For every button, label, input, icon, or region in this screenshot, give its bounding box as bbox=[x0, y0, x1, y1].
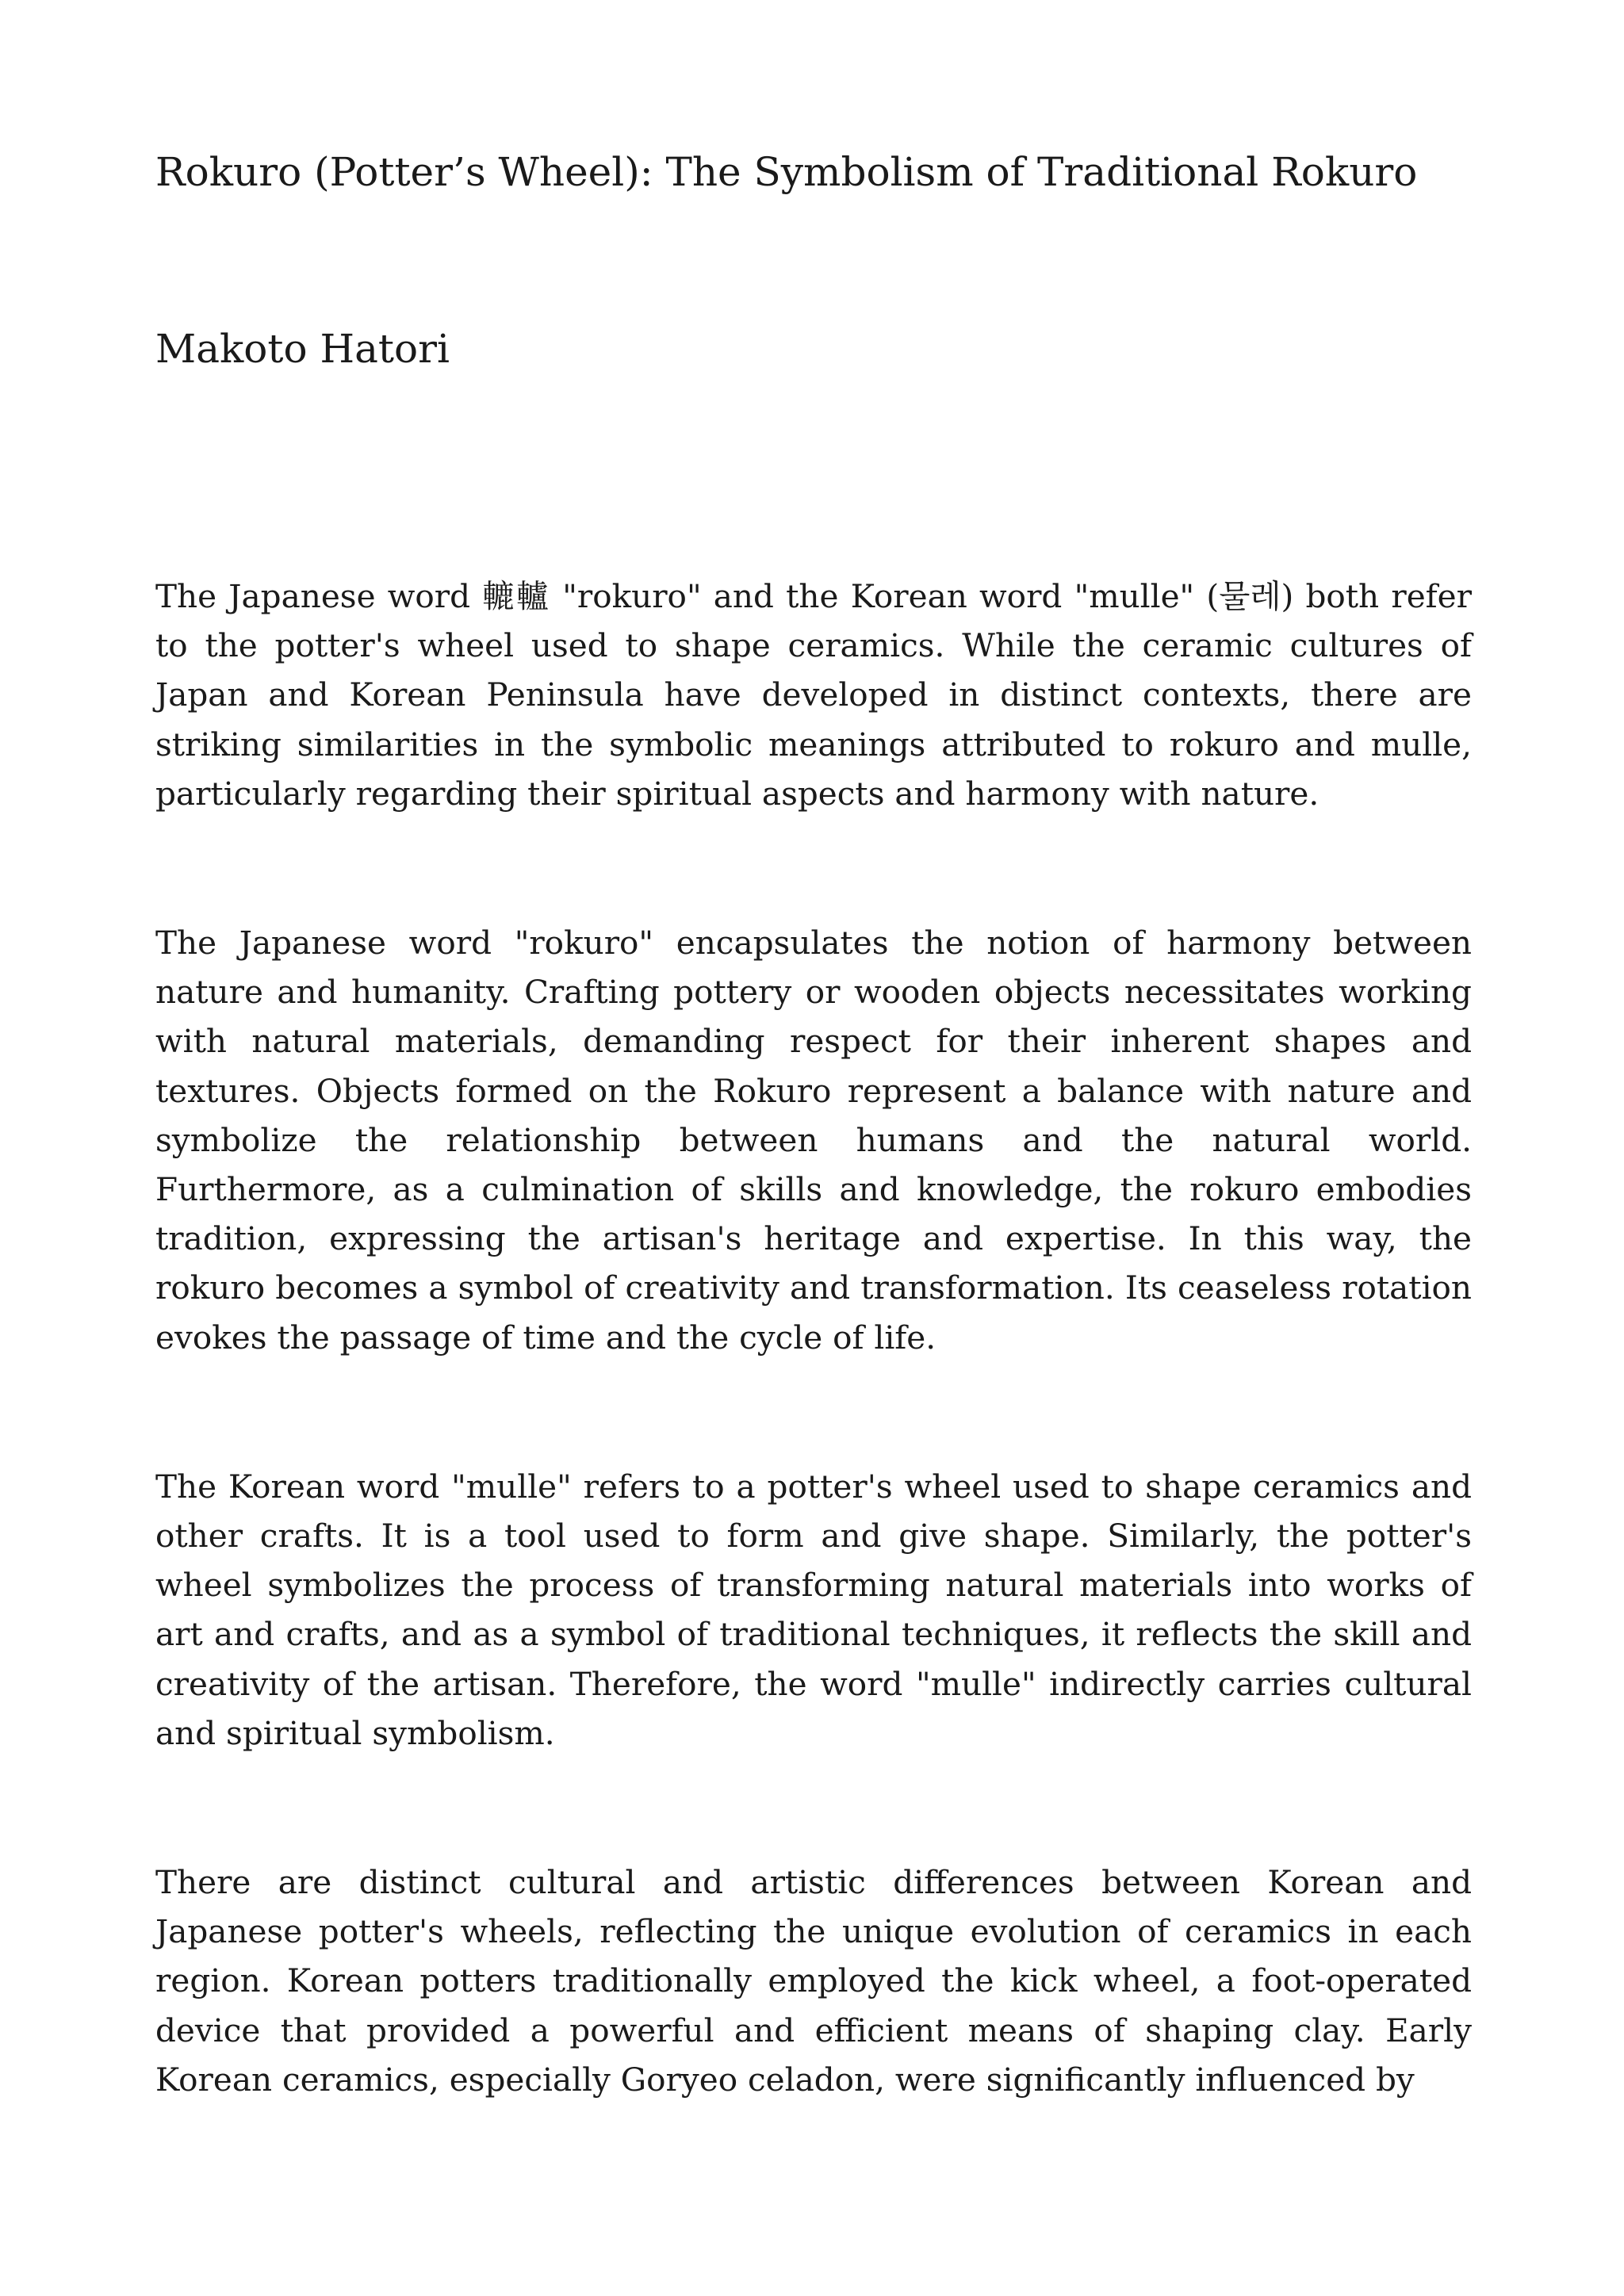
paragraph-2: The Japanese word "rokuro" encapsulates the notion of harmony between nature and humanity. Crafting pottery or wooden objects necessitates working with natural materials, demanding respect for their inherent shapes and textures. Objects formed on the Rokuro represent a balance with nature and symbolize the relationship between humans and the natural world. Furthermore, as a culmination of skills and knowledge, the rokuro embodies tradition, expressing the artisan's heritage and expertise. In this way, the rokuro becomes a symbol of creativity and transformation. Its ceaseless rotation evokes the passage of time and the cycle of life. bbox=[155, 924, 1472, 1357]
document-body bbox=[155, 572, 1472, 2204]
document-title: Rokuro (Potter’s Wheel): The Symbolism of Traditional Rokuro bbox=[155, 149, 1418, 195]
paragraph-1: The Japanese word 轆轤 "rokuro" and the Korean word "mulle" (물레) both refer to the potter's wheel used to shape ceramics. While the ceramic cultures of Japan and Korean Peninsula have developed in distinct contexts, there are striking similarities in the symbolic meanings attributed to rokuro and mulle, particularly regarding their spiritual aspects and harmony with nature. bbox=[155, 577, 1472, 813]
paragraph-4: There are distinct cultural and artistic differences between Korean and Japanese potter's wheels, reflecting the unique evolution of ceramics in each region. Korean potters traditionally employed the kick wheel, a foot-operated device that provided a powerful and efficient means of shaping clay. Early Korean ceramics, especially Goryeo celadon, were significantly influenced by bbox=[155, 1863, 1472, 2099]
paragraph-3: The Korean word "mulle" refers to a potter's wheel used to shape ceramics and other crafts. It is a tool used to form and give shape. Similarly, the potter's wheel symbolizes the process of transforming natural materials into works of art and crafts, and as a symbol of traditional techniques, it reflects the skill and creativity of the artisan. Therefore, the word "mulle" indirectly carries cultural and spiritual symbolism. bbox=[155, 1467, 1472, 1752]
document-author: Makoto Hatori bbox=[155, 326, 450, 372]
